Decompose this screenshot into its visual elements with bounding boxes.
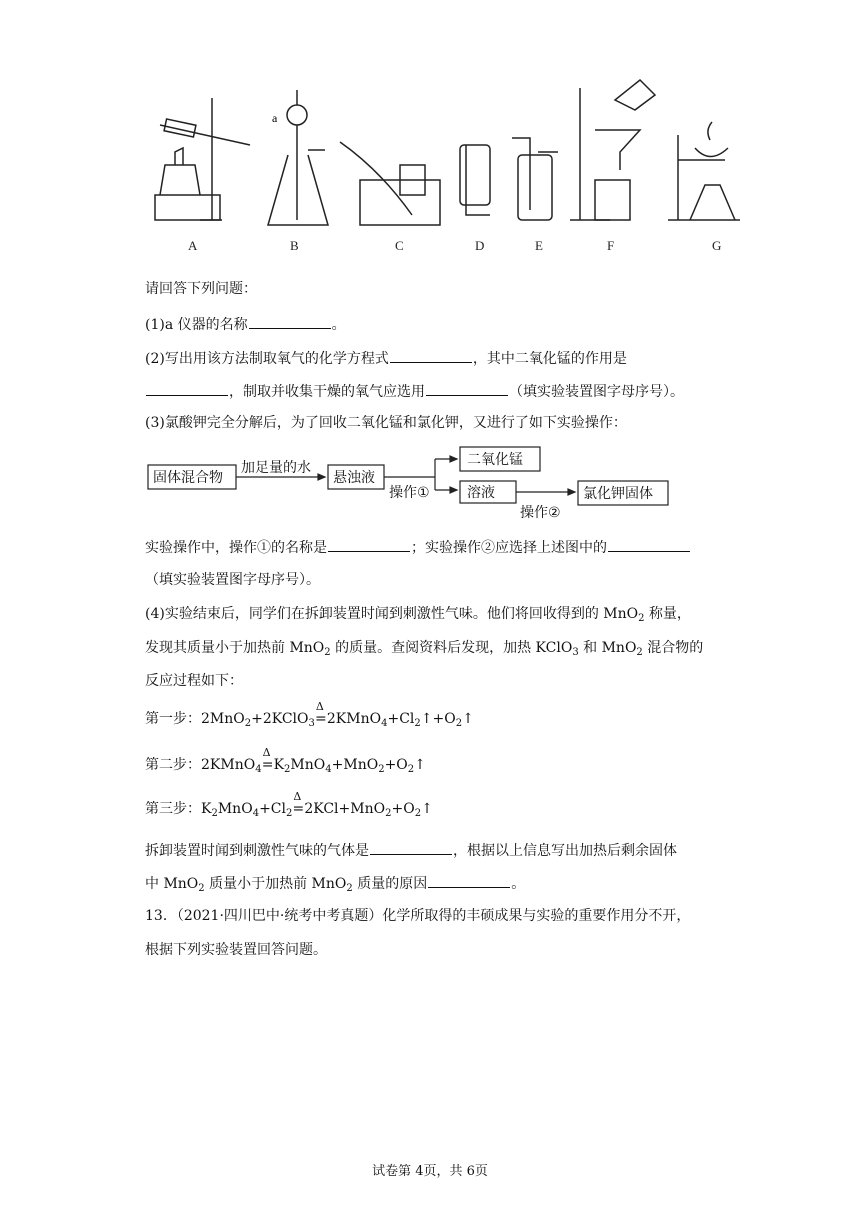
apparatus-a (155, 98, 250, 220)
flow-step1: 加足量的水 (241, 460, 311, 476)
answer-blank[interactable] (146, 381, 228, 396)
answer-blank[interactable] (328, 537, 410, 552)
separation-flowchart (145, 445, 685, 527)
question-4-gas: 拆卸装置时闻到刺激性气味的气体是 ，根据以上信息写出加热后剩余固体 (145, 840, 677, 861)
question-4-line3: 反应过程如下： (145, 673, 243, 689)
reaction-step-2: 第二步：2KMnO$_4$ Δ $=K_2MnO_4+MnO_2+O_2↑$ (145, 746, 426, 775)
flow-op2: 操作② (520, 505, 561, 521)
figure-label-a: A (188, 238, 198, 253)
answer-blank[interactable] (390, 348, 472, 363)
apparatus-f (570, 80, 655, 220)
flow-start: 固体混合物 (153, 470, 223, 486)
flow-end: 氯化钾固体 (583, 486, 653, 502)
apparatus-g (668, 122, 740, 220)
answer-blank[interactable] (370, 840, 452, 855)
question-4-line2: 发现其质量小于加热前 MnO$_2$ 的质量。查阅资料后发现，加热 KClO$_3$ 和 MnO$_2$ 混合物的 (145, 640, 704, 658)
flow-op1: 操作① (389, 485, 430, 501)
apparatus-d (460, 145, 490, 215)
question-3-op-line1: 实验操作中，操作①的名称是 ；实验操作②应选择上述图中的 (145, 537, 691, 558)
flow-out1: 二氧化锰 (467, 452, 523, 468)
figure-label-g: G (712, 238, 722, 253)
question-1: (1)a 仪器的名称 。 (145, 314, 346, 335)
question-3: (3)氯酸钾完全分解后，为了回收二氧化锰和氯化钾，又进行了如下实验操作： (145, 415, 627, 431)
question-2-line1: (2)写出用该方法制取氧气的化学方程式 ，其中二氧化锰的作用是 (145, 348, 627, 369)
question-2-line2: ，制取并收集干燥的氧气应选用 （填实验装置图字母序号）。 (145, 381, 684, 402)
answer-blank[interactable] (428, 873, 510, 888)
figure-label-d: D (475, 238, 485, 253)
figure-label-f: F (607, 238, 615, 253)
flow-mid: 悬浊液 (333, 470, 375, 486)
question-4-reason: 中 MnO$_2$ 质量小于加热前 MnO$_2$ 质量的原因 。 (145, 873, 525, 899)
reaction-step-1: 第一步：2MnO$_2$+2KClO$_3$ Δ $=2KMnO_4+Cl_2↑+O_2↑$ (145, 700, 474, 729)
figure-label-e: E (535, 238, 543, 253)
answer-blank[interactable] (608, 537, 690, 552)
question-13-line2: 根据下列实验装置回答问题。 (145, 942, 327, 958)
question-13-line1: 13．（2021·四川巴中·统考中考真题）化学所取得的丰硕成果与实验的重要作用分不开， (145, 908, 691, 924)
question-4-line1: (4)实验结束后，同学们在拆卸装置时闻到刺激性气味。他们将回收得到的 MnO$_2$ 称量， (145, 606, 691, 624)
question-intro: 请回答下列问题： (145, 281, 257, 297)
figure-a-mark: a (272, 111, 278, 125)
reaction-step-3: 第三步：$K_2MnO_4+Cl_2$ Δ $=2KCl+MnO_2+O_2↑$ (145, 790, 433, 819)
answer-blank[interactable] (426, 381, 508, 396)
figure-label-c: C (395, 238, 404, 253)
apparatus-e (512, 138, 558, 220)
page-footer: 试卷第 4页，共 6页 (372, 1164, 488, 1179)
flow-out2: 溶液 (467, 485, 495, 501)
figure-label-b: B (290, 238, 299, 253)
question-3-op-line2: （填实验装置图字母序号）。 (145, 572, 320, 588)
apparatus-c (340, 142, 440, 225)
apparatus-figure (150, 70, 750, 260)
answer-blank[interactable] (249, 314, 331, 329)
